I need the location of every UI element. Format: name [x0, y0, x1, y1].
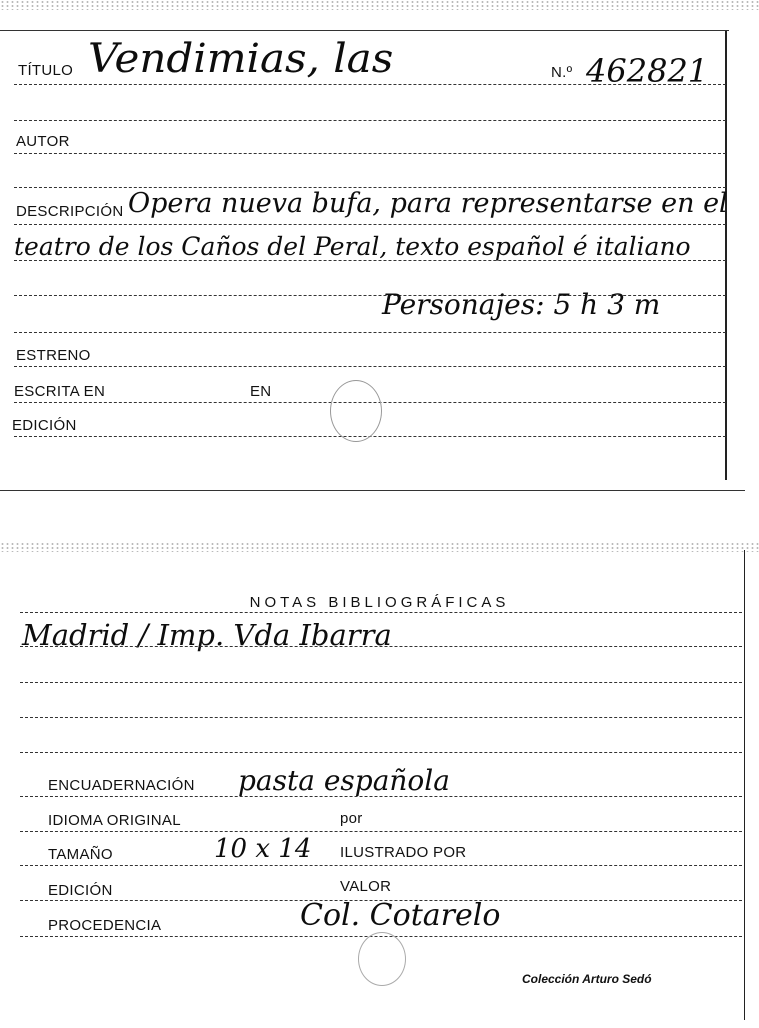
idioma-original-label: IDIOMA ORIGINAL [48, 812, 181, 829]
numero-value: 462821 [586, 52, 709, 90]
card-right-border [744, 550, 745, 1020]
tamano-rule [20, 865, 742, 866]
catalog-card-back [0, 540, 759, 1028]
edicion-back-label: EDICIÓN [48, 882, 113, 899]
procedencia-label: PROCEDENCIA [48, 917, 162, 934]
card-top-border [0, 30, 729, 31]
collection-footer: Colección Arturo Sedó [522, 972, 652, 986]
notas-section-title: NOTAS BIBLIOGRÁFICAS [249, 594, 510, 611]
notas-rule-4 [20, 717, 742, 718]
titulo-rule [14, 84, 726, 85]
notas-rule-2 [20, 646, 742, 647]
tamano-value: 10 x 14 [214, 834, 312, 864]
encuadernacion-value: pasta española [238, 764, 450, 797]
ilustrado-por-label: ILUSTRADO POR [340, 844, 467, 861]
descripcion-rule-4 [14, 332, 726, 333]
encuadernacion-rule [20, 796, 742, 797]
idioma-rule [20, 831, 742, 832]
descripcion-line1: Opera nueva bufa, para representarse en el [128, 188, 728, 219]
stamp-mark [358, 932, 406, 986]
encuadernacion-label: ENCUADERNACIÓN [48, 777, 195, 794]
titulo-label: TÍTULO [18, 62, 74, 79]
descripcion-rule-2 [14, 260, 726, 261]
autor-label: AUTOR [16, 133, 70, 150]
blank-rule [14, 120, 726, 121]
notas-rule-3 [20, 682, 742, 683]
catalog-card-front [0, 0, 759, 492]
procedencia-value: Col. Cotarelo [300, 898, 501, 933]
card-edge-speckle [0, 542, 759, 552]
autor-rule [14, 153, 726, 154]
valor-label: VALOR [340, 878, 392, 895]
notas-value: Madrid / Imp. Vda Ibarra [22, 618, 392, 652]
stamp-mark [330, 380, 382, 442]
numero-label: N.º [551, 64, 573, 81]
notas-rule-1 [20, 612, 742, 613]
descripcion-label: DESCRIPCIÓN [16, 203, 124, 220]
notas-rule-5 [20, 752, 742, 753]
card-right-border [725, 30, 727, 480]
descripcion-rule-1 [14, 224, 726, 225]
edicion-label: EDICIÓN [12, 417, 77, 434]
tamano-label: TAMAÑO [48, 846, 113, 863]
personajes-note: Personajes: 5 h 3 m [382, 288, 661, 321]
estreno-label: ESTRENO [16, 347, 91, 364]
escrita-en-label: ESCRITA EN [14, 383, 106, 400]
card-edge-speckle [0, 0, 759, 10]
descripcion-line2: teatro de los Caños del Peral, texto español é italiano [14, 232, 691, 261]
por-label: por [340, 810, 363, 827]
en-label: EN [250, 383, 272, 400]
estreno-rule [14, 366, 726, 367]
card-bottom-border [0, 490, 745, 491]
titulo-value: Vendimias, las [88, 36, 394, 82]
